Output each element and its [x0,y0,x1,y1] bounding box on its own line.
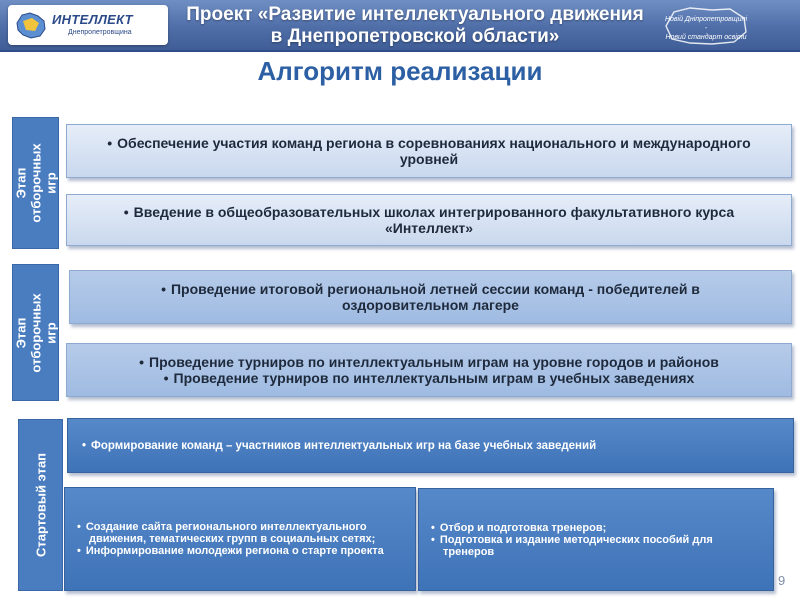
step-box-5 [67,418,794,473]
step-box-3 [69,270,792,324]
project-title-line1: Проект «Развитие интеллектуального движения [186,4,644,25]
step-5-text: • Формирование команд – участников интеллектуальных игр на базе учебных заведений [82,440,596,452]
step-7-text-a: • Отбор и подготовка тренеров; [431,522,761,534]
step-2-text: • Введение в общеобразовательных школах интегрированного факультативного курса «Интеллект» [83,204,775,236]
stage-label-2 [13,293,58,372]
stage-label-3: Стартовый этап [33,452,48,558]
stage-2-line3: игр [43,321,58,344]
right-logo-line2: Новий стандарт освіти [665,34,747,41]
step-box-6 [64,487,416,591]
stage-block-2 [12,264,59,401]
stage-2-line2: отборочных [28,292,43,373]
step-7-text-b: • Подготовка и издание методических пособий для тренеров [431,534,761,558]
right-logo-text [664,15,748,42]
intellekt-logo [8,5,168,45]
step-box-2 [66,194,792,246]
logo-subtitle: Днепропетровщина [68,29,132,36]
header-banner [0,0,800,52]
stage-1-line2: отборочных [28,143,43,223]
step-4-text-a: • Проведение турниров по интеллектуальным играм на уровне городов и районов [139,354,719,370]
stage-label-1 [13,143,58,222]
stage-1-line1: Этап [13,167,28,199]
page-number: 9 [778,573,786,588]
stage-1-line3: игр [43,172,58,194]
right-logo-line1: Новій Дніпропетровщині - [664,16,748,32]
step-3-text: • Проведение итоговой региональной летней сессии команд - победителей в оздоровительном лагере [120,281,741,313]
stage-2-line1: Этап [13,317,28,348]
step-box-4 [66,343,792,397]
step-4-text-b: • Проведение турниров по интеллектуальным играм в учебных заведениях [139,370,719,386]
step-1-text: • Обеспечение участия команд региона в соревнованиях национального и международного уровней [83,135,775,167]
project-title [170,4,660,48]
stage-block-3 [18,419,63,591]
region-map-icon [14,9,48,41]
page-title: Алгоритм реализации [257,56,543,86]
stage-block-1 [12,117,59,249]
logo-name: ИНТЕЛЛЕКТ [52,12,133,27]
step-6-text-a: • Создание сайта регионального интеллектуального движения, тематических групп в социальных сетях; [77,521,403,545]
step-box-1 [66,124,792,178]
project-title-line2: в Днепропетровской области» [270,26,560,47]
step-box-7 [418,488,774,591]
step-6-text-b: • Информирование молодежи региона о старте проекта [77,545,403,557]
